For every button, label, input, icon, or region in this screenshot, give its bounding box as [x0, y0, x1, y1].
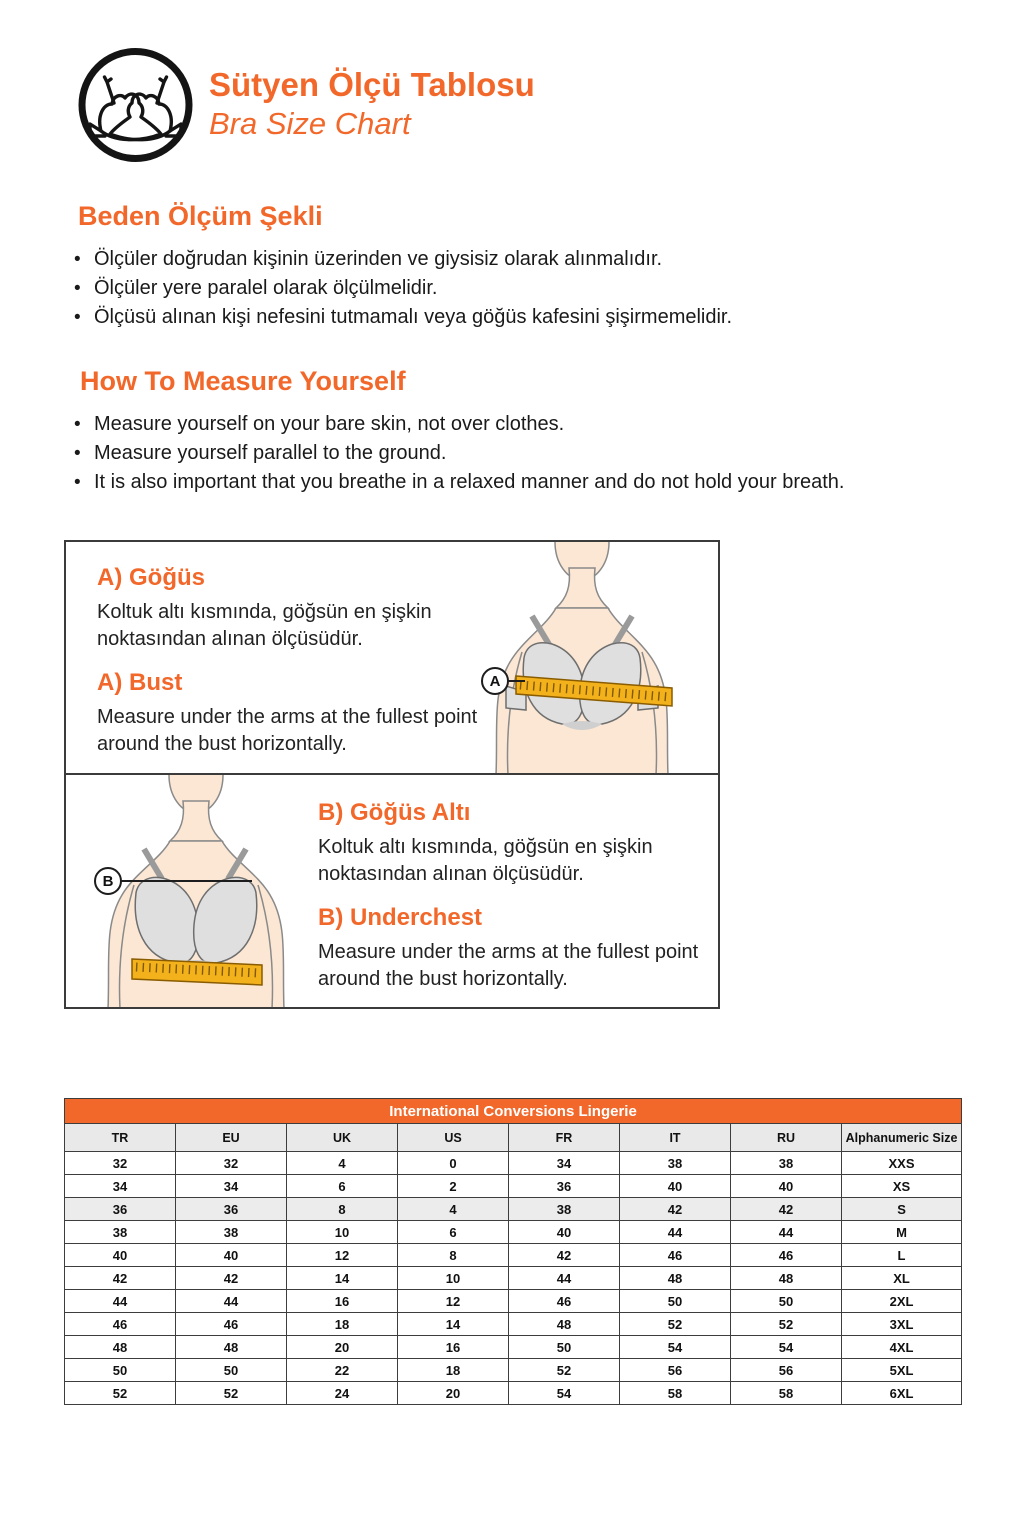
- table-cell: 8: [287, 1198, 398, 1221]
- bullet-item: • Ölçüler doğrudan kişinin üzerinden ve giysisiz olarak alınmalıdır.: [72, 245, 732, 274]
- table-cell: 46: [731, 1244, 842, 1267]
- table-cell: 52: [731, 1313, 842, 1336]
- table-cell: 56: [731, 1359, 842, 1382]
- panel-underchest: [64, 773, 720, 1009]
- table-cell: 42: [176, 1267, 287, 1290]
- table-cell: 5XL: [842, 1359, 962, 1382]
- table-cell: 34: [65, 1175, 176, 1198]
- table-cell: 32: [65, 1152, 176, 1175]
- table-row: [65, 1267, 962, 1290]
- table-cell: 42: [509, 1244, 620, 1267]
- table-cell: 42: [620, 1198, 731, 1221]
- column-header: TR: [65, 1124, 176, 1152]
- table-cell: 34: [176, 1175, 287, 1198]
- panel-underchest-text: [318, 799, 718, 1009]
- table-cell: 52: [620, 1313, 731, 1336]
- table-cell: 44: [731, 1221, 842, 1244]
- panel-bust-heading-en: A) Bust: [97, 669, 183, 696]
- table-cell: 58: [620, 1382, 731, 1405]
- table-cell: 36: [509, 1175, 620, 1198]
- conversion-table-wrap: [64, 1098, 961, 1405]
- table-cell: 48: [176, 1336, 287, 1359]
- table-cell: 50: [509, 1336, 620, 1359]
- table-cell: 40: [620, 1175, 731, 1198]
- table-cell: 48: [731, 1267, 842, 1290]
- table-cell: 16: [398, 1336, 509, 1359]
- table-cell: 44: [509, 1267, 620, 1290]
- table-cell: M: [842, 1221, 962, 1244]
- bullet-item: • Measure yourself parallel to the ground.: [72, 439, 844, 468]
- page-title: Sütyen Ölçü Tablosu: [209, 66, 535, 103]
- table-cell: 36: [65, 1198, 176, 1221]
- page-subtitle: Bra Size Chart: [209, 106, 411, 141]
- table-cell: XS: [842, 1175, 962, 1198]
- instruction-list-en: [72, 410, 844, 497]
- table-cell: 18: [287, 1313, 398, 1336]
- table-cell: 6: [287, 1175, 398, 1198]
- column-header: US: [398, 1124, 509, 1152]
- panel-underchest-heading-tr: B) Göğüs Altı: [318, 799, 471, 826]
- panel-underchest-body-tr: Koltuk altı kısmında, göğsün en şişkin noktasından alınan ölçüsüdür.: [318, 836, 653, 885]
- table-cell: 46: [65, 1313, 176, 1336]
- table-cell: 50: [176, 1359, 287, 1382]
- table-cell: XL: [842, 1267, 962, 1290]
- table-cell: 20: [287, 1336, 398, 1359]
- table-cell: 6XL: [842, 1382, 962, 1405]
- table-cell: 34: [509, 1152, 620, 1175]
- table-cell: 48: [509, 1313, 620, 1336]
- conversion-table: [64, 1098, 962, 1405]
- table-cell: 3XL: [842, 1313, 962, 1336]
- table-cell: 18: [398, 1359, 509, 1382]
- table-cell: 52: [509, 1359, 620, 1382]
- panel-underchest-body-en: Measure under the arms at the fullest point around the bust horizontally.: [318, 941, 699, 990]
- table-header-row: [65, 1124, 962, 1152]
- table-cell: 40: [65, 1244, 176, 1267]
- table-cell: 6: [398, 1221, 509, 1244]
- table-body: [65, 1152, 962, 1405]
- table-banner-cell: International Conversions Lingerie: [65, 1099, 962, 1124]
- table-cell: 0: [398, 1152, 509, 1175]
- table-banner-row: [65, 1099, 962, 1124]
- table-cell: 14: [287, 1267, 398, 1290]
- column-header: EU: [176, 1124, 287, 1152]
- table-cell: 22: [287, 1359, 398, 1382]
- instruction-list-tr: [72, 245, 732, 332]
- table-cell: 16: [287, 1290, 398, 1313]
- table-cell: 10: [287, 1221, 398, 1244]
- table-cell: 8: [398, 1244, 509, 1267]
- table-cell: 48: [620, 1267, 731, 1290]
- column-header: RU: [731, 1124, 842, 1152]
- section-heading-tr: Beden Ölçüm Şekli: [78, 201, 323, 231]
- marker-a-line: [507, 680, 525, 682]
- table-cell: 42: [65, 1267, 176, 1290]
- bullet-item: • Ölçüsü alınan kişi nefesini tutmamalı veya göğüs kafesini şişirmemelidir.: [72, 303, 732, 332]
- table-row: [65, 1382, 962, 1405]
- table-cell: 42: [731, 1198, 842, 1221]
- table-cell: 50: [620, 1290, 731, 1313]
- table-cell: 58: [731, 1382, 842, 1405]
- table-cell: 12: [287, 1244, 398, 1267]
- panel-bust-body-en: Measure under the arms at the fullest point around the bust horizontally.: [97, 706, 478, 755]
- section-heading-en: How To Measure Yourself: [80, 366, 406, 396]
- table-cell: 46: [620, 1244, 731, 1267]
- table-cell: 38: [65, 1221, 176, 1244]
- table-cell: 2: [398, 1175, 509, 1198]
- table-cell: 46: [176, 1313, 287, 1336]
- marker-b: B: [94, 867, 122, 895]
- table-cell: 56: [620, 1359, 731, 1382]
- table-cell: 4: [398, 1198, 509, 1221]
- table-row: [65, 1244, 962, 1267]
- panel-bust: [64, 540, 720, 775]
- panel-underchest-heading-en: B) Underchest: [318, 904, 483, 931]
- table-cell: 20: [398, 1382, 509, 1405]
- table-cell: 54: [731, 1336, 842, 1359]
- table-cell: 4XL: [842, 1336, 962, 1359]
- table-row: [65, 1336, 962, 1359]
- table-cell: 24: [287, 1382, 398, 1405]
- table-cell: 36: [176, 1198, 287, 1221]
- table-cell: 10: [398, 1267, 509, 1290]
- table-cell: 44: [176, 1290, 287, 1313]
- table-cell: 44: [65, 1290, 176, 1313]
- bullet-item: • Ölçüler yere paralel olarak ölçülmelidir.: [72, 274, 732, 303]
- panel-bust-heading-tr: A) Göğüs: [97, 564, 205, 591]
- table-cell: 4: [287, 1152, 398, 1175]
- table-cell: 44: [620, 1221, 731, 1244]
- table-cell: 48: [65, 1336, 176, 1359]
- table-cell: 40: [509, 1221, 620, 1244]
- table-cell: 32: [176, 1152, 287, 1175]
- table-cell: 54: [620, 1336, 731, 1359]
- bullet-item: • It is also important that you breathe in a relaxed manner and do not hold your breath.: [72, 468, 844, 497]
- table-row: [65, 1313, 962, 1336]
- table-cell: 14: [398, 1313, 509, 1336]
- bullet-item: • Measure yourself on your bare skin, not over clothes.: [72, 410, 844, 439]
- table-cell: 52: [176, 1382, 287, 1405]
- column-header: UK: [287, 1124, 398, 1152]
- table-cell: 38: [731, 1152, 842, 1175]
- table-cell: 38: [176, 1221, 287, 1244]
- table-cell: XXS: [842, 1152, 962, 1175]
- marker-a: A: [481, 667, 509, 695]
- table-cell: 52: [65, 1382, 176, 1405]
- column-header: FR: [509, 1124, 620, 1152]
- table-row: [65, 1290, 962, 1313]
- bra-logo-icon: [77, 46, 194, 164]
- table-cell: L: [842, 1244, 962, 1267]
- panel-bust-text: [97, 564, 482, 774]
- table-cell: S: [842, 1198, 962, 1221]
- table-cell: 50: [731, 1290, 842, 1313]
- table-cell: 40: [176, 1244, 287, 1267]
- table-cell: 54: [509, 1382, 620, 1405]
- table-row: [65, 1198, 962, 1221]
- marker-b-line: [120, 880, 252, 882]
- table-cell: 12: [398, 1290, 509, 1313]
- table-row: [65, 1221, 962, 1244]
- table-cell: 38: [509, 1198, 620, 1221]
- table-cell: 2XL: [842, 1290, 962, 1313]
- table-cell: 40: [731, 1175, 842, 1198]
- table-cell: 50: [65, 1359, 176, 1382]
- column-header: Alphanumeric Size: [842, 1124, 962, 1152]
- column-header: IT: [620, 1124, 731, 1152]
- table-row: [65, 1359, 962, 1382]
- table-row: [65, 1152, 962, 1175]
- panel-bust-body-tr: Koltuk altı kısmında, göğsün en şişkin noktasından alınan ölçüsüdür.: [97, 601, 432, 650]
- table-row: [65, 1175, 962, 1198]
- table-cell: 38: [620, 1152, 731, 1175]
- table-cell: 46: [509, 1290, 620, 1313]
- bust-measure-illustration: [466, 542, 698, 775]
